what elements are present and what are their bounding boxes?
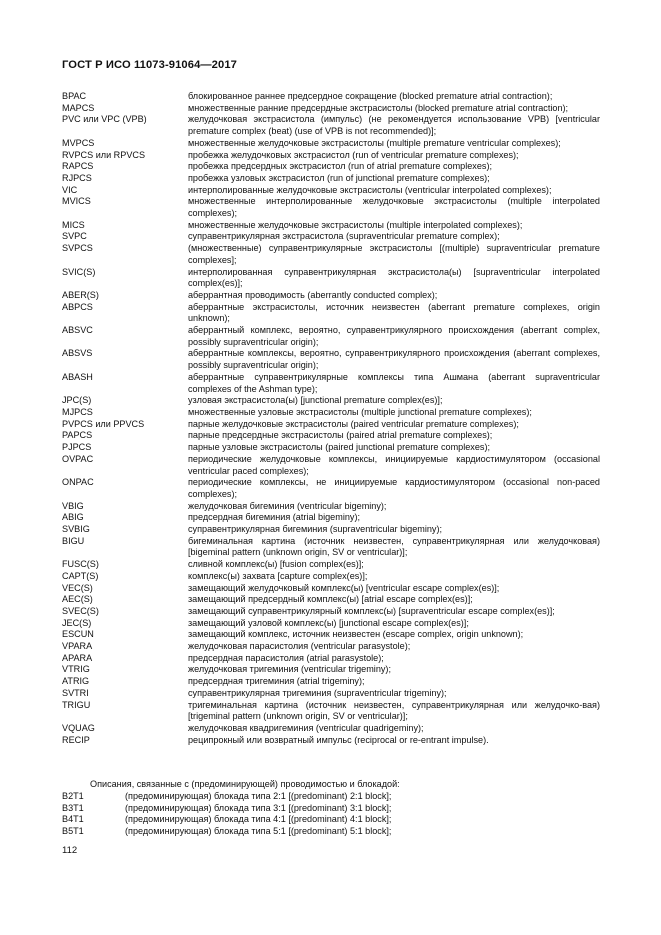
list-item <box>62 571 600 583</box>
list-item <box>62 302 600 325</box>
abbreviation-term: RVPCS или RPVCS <box>62 149 146 160</box>
list-item <box>62 196 600 219</box>
list-item <box>62 91 600 103</box>
abbreviation-definition: множественные интерполированные желудочковые экстрасистолы (multiple interpolated complexes); <box>188 196 600 219</box>
list-item <box>62 173 600 185</box>
abbreviation-definition: сливной комплекс(ы) [fusion complex(es)]; <box>188 559 364 570</box>
list-item <box>62 348 600 371</box>
list-item <box>62 618 600 630</box>
abbreviation-term: AEC(S) <box>62 594 93 605</box>
block-definition: (предоминирующая) блокада типа 5:1 [(predominant) 5:1 block]; <box>125 826 392 837</box>
abbreviation-term: SVPC <box>62 231 87 242</box>
abbreviation-definition: замещающий комплекс, источник неизвестен (escape complex, origin unknown); <box>188 629 524 640</box>
list-item <box>62 220 600 232</box>
list-item <box>62 524 600 536</box>
list-item <box>62 641 600 653</box>
abbreviation-term: TRIGU <box>62 699 91 710</box>
list-item <box>62 103 600 115</box>
abbreviation-term: PVPCS или PPVCS <box>62 418 145 429</box>
abbreviation-definition: суправентрикулярная экстрасистола (supraventricular premature complex); <box>188 231 500 242</box>
abbreviation-term: VEC(S) <box>62 582 93 593</box>
abbreviation-definition: суправентрикулярная бигеминия (supraventricular bigeminy); <box>188 524 443 535</box>
abbreviation-term: ABASH <box>62 371 93 382</box>
abbreviation-term: ABER(S) <box>62 289 99 300</box>
list-item <box>62 231 600 243</box>
list-item <box>62 512 600 524</box>
abbreviation-term: CAPT(S) <box>62 570 99 581</box>
list-item <box>62 606 600 618</box>
block-term: B3T1 <box>62 802 84 813</box>
section-heading: Описания, связанные с (предоминирующей) проводимостью и блокадой: <box>90 779 400 789</box>
abbreviation-definition: парные узловые экстрасистолы (paired junctional premature complexes); <box>188 442 490 453</box>
abbreviation-term: PJPCS <box>62 442 92 453</box>
list-item <box>62 814 600 826</box>
abbreviation-definition: аберрантная проводимость (aberrantly conducted complex); <box>188 289 438 300</box>
abbreviation-definition: пробежка желудочковых экстрасистол (run of ventricular premature complexes); <box>188 149 519 160</box>
abbreviation-term: RECIP <box>62 734 90 745</box>
abbreviation-term: VPARA <box>62 641 93 652</box>
abbreviation-term: SVIC(S) <box>62 266 96 277</box>
abbreviation-definition: аберрантный комплекс, вероятно, суправентрикулярного происхождения (aberrant complex, possibly supraventricular origin); <box>188 325 600 347</box>
abbreviation-definition: множественные узловые экстрасистолы (multiple junctional premature complexes); <box>188 406 532 417</box>
list-item <box>62 594 600 606</box>
abbreviation-definition: интерполированные желудочковые экстрасистолы (ventricular interpolated complexes); <box>188 184 552 195</box>
block-definition: (предоминирующая) блокада типа 4:1 [(predominant) 4:1 block]; <box>125 814 392 825</box>
list-item <box>62 185 600 197</box>
abbreviation-definition: желудочковая квадригеминия (ventricular quadrigeminy); <box>188 722 424 733</box>
abbreviation-term: ABIG <box>62 512 84 523</box>
list-item <box>62 629 600 641</box>
block-list <box>62 791 600 838</box>
abbreviation-definition: бигеминальная картина (источник неизвестен, суправентрикулярная или желудочковая) [bigeminal pattern (unknown origin, SV or ventricular)]; <box>188 535 600 558</box>
abbreviation-definition: множественные желудочковые экстрасистолы (multiple premature ventricular complexes); <box>188 137 561 148</box>
list-item <box>62 791 600 803</box>
list-item <box>62 559 600 571</box>
list-item <box>62 243 600 266</box>
abbreviation-term: SVEC(S) <box>62 605 99 616</box>
abbreviation-definition: суправентрикулярная тригеминия (supraventricular trigeminy); <box>188 687 447 698</box>
abbreviation-definition: замещающий узловой комплекс(ы) [junctional escape complex(es)]; <box>188 617 469 628</box>
abbreviation-term: SVBIG <box>62 524 90 535</box>
list-item <box>62 477 600 500</box>
abbreviation-definition: комплекс(ы) захвата [capture complex(es)]; <box>188 570 368 581</box>
abbreviation-definition: аберрантные экстрасистолы, источник неизвестен (aberrant premature complexes, origin unknown); <box>188 301 600 324</box>
list-item <box>62 114 600 137</box>
abbreviation-definition: реципрокный или возвратный импульс (reciprocal or re-entrant impulse). <box>188 734 489 745</box>
list-item <box>62 419 600 431</box>
block-definition: (предоминирующая) блокада типа 2:1 [(predominant) 2:1 block]; <box>125 791 392 801</box>
abbreviation-term: VTRIG <box>62 664 90 675</box>
abbreviation-definition: желудочковая экстрасистола (импульс) (не рекомендуется использование VPB) [ventricular premature complex (beat) (use of VPB is not recommended)]; <box>188 114 600 137</box>
abbreviation-term: ABPCS <box>62 301 93 312</box>
abbreviation-term: MJPCS <box>62 406 93 417</box>
abbreviation-definition: аберрантные суправентрикулярные комплексы типа Ашмана (aberrant supraventricular complexes of the Ashman type); <box>188 371 600 394</box>
abbreviation-term: SVPCS <box>62 243 93 254</box>
list-item <box>62 290 600 302</box>
abbreviation-definition: пробежка узловых экстрасистол (run of junctional premature complexes); <box>188 172 490 183</box>
abbreviation-definition: парные предсердные экстрасистолы (paired atrial premature complexes); <box>188 430 493 441</box>
list-item <box>62 826 600 838</box>
abbreviation-term: OVPAC <box>62 453 94 464</box>
abbreviation-term: BIGU <box>62 535 85 546</box>
abbreviation-definition: предсердная парасистолия (atrial parasystole); <box>188 652 384 663</box>
abbreviation-term: PVC или VPC (VPB) <box>62 114 147 125</box>
abbreviation-term: ESCUN <box>62 629 94 640</box>
abbreviation-definition: предсердная тригеминия (atrial trigeminy); <box>188 676 365 687</box>
abbreviation-definition: узловая экстрасистола(ы) [junctional premature complex(es)]; <box>188 395 443 406</box>
abbreviation-term: JEC(S) <box>62 617 92 628</box>
list-item <box>62 664 600 676</box>
list-item <box>62 803 600 815</box>
abbreviation-definition: множественные желудочковые экстрасистолы (multiple interpolated complexes); <box>188 219 523 230</box>
abbreviation-definition: замещающий желудочковый комплекс(ы) [ventricular escape complex(es)]; <box>188 582 500 593</box>
document-header: ГОСТ Р ИСО 11073-91064—2017 <box>62 59 237 71</box>
list-item <box>62 688 600 700</box>
block-term: B2T1 <box>62 791 84 801</box>
abbreviation-term: RJPCS <box>62 172 92 183</box>
list-item <box>62 442 600 454</box>
abbreviation-term: MVPCS <box>62 137 95 148</box>
list-item <box>62 325 600 348</box>
list-item <box>62 653 600 665</box>
abbreviation-term: BPAC <box>62 91 87 101</box>
abbreviation-definition: (множественные) суправентрикулярные экстрасистолы [(multiple) supraventricular premature complexes]; <box>188 243 600 265</box>
abbreviation-term: VQUAG <box>62 722 95 733</box>
abbreviation-definition: множественные ранние предсердные экстрасистолы (blocked premature atrial contraction); <box>188 102 569 113</box>
list-item <box>62 430 600 442</box>
abbreviation-list <box>62 91 600 746</box>
abbreviation-definition: желудочковая бигеминия (ventricular bigeminy); <box>188 500 387 511</box>
list-item <box>62 583 600 595</box>
list-item <box>62 735 600 747</box>
abbreviation-definition: аберрантные комплексы, вероятно, суправентрикулярного происхождения (aberrant complexes, possibly supraventricular origin); <box>188 348 600 371</box>
list-item <box>62 138 600 150</box>
abbreviation-term: SVTRI <box>62 687 89 698</box>
abbreviation-term: APARA <box>62 652 93 663</box>
abbreviation-term: ABSVS <box>62 348 93 359</box>
list-item <box>62 161 600 173</box>
block-term: B4T1 <box>62 814 84 825</box>
abbreviation-term: MAPCS <box>62 102 95 113</box>
abbreviation-definition: тригеминальная картина (источник неизвестен, суправентрикулярная или желудочко-вая) [trigeminal pattern (unknown origin, SV or ventricular)]; <box>188 699 600 722</box>
abbreviation-definition: замещающий предсердный комплекс(ы) [atrial escape complex(es)]; <box>188 594 473 605</box>
abbreviation-term: PAPCS <box>62 430 93 441</box>
abbreviation-term: VIC <box>62 184 78 195</box>
abbreviation-definition: желудочковая парасистолия (ventricular parasystole); <box>188 641 411 652</box>
abbreviation-term: ATRIG <box>62 676 90 687</box>
page-number: 112 <box>62 845 78 856</box>
abbreviation-term: MICS <box>62 219 85 230</box>
abbreviation-term: JPC(S) <box>62 395 92 406</box>
abbreviation-term: ABSVC <box>62 325 93 336</box>
list-item <box>62 395 600 407</box>
block-term: B5T1 <box>62 826 84 837</box>
abbreviation-term: MVICS <box>62 196 91 207</box>
block-definition: (предоминирующая) блокада типа 3:1 [(predominant) 3:1 block]; <box>125 802 392 813</box>
list-item <box>62 536 600 559</box>
list-item <box>62 372 600 395</box>
abbreviation-term: FUSC(S) <box>62 559 99 570</box>
list-item <box>62 150 600 162</box>
abbreviation-term: VBIG <box>62 500 84 511</box>
list-item <box>62 407 600 419</box>
abbreviation-definition: парные желудочковые экстрасистолы (paired ventricular premature complexes); <box>188 418 519 429</box>
abbreviation-definition: интерполированная суправентрикулярная экстрасистола(ы) [supraventricular interpolated complex(es)]; <box>188 266 600 289</box>
abbreviation-term: RAPCS <box>62 161 94 172</box>
list-item <box>62 700 600 723</box>
abbreviation-definition: желудочковая тригеминия (ventricular trigeminy); <box>188 664 391 675</box>
abbreviation-definition: периодические желудочковые комплексы, инициируемые кардиостимулятором (occasional ventricular paced complexes); <box>188 453 600 476</box>
abbreviation-definition: пробежка предсердных экстрасистол (run of atrial premature complexes); <box>188 161 492 172</box>
list-item <box>62 723 600 735</box>
abbreviation-definition: предсердная бигеминия (atrial bigeminy); <box>188 512 360 523</box>
abbreviation-definition: периодические комплексы, не инициируемые кардиостимулятором (occasional non-paced complexes); <box>188 477 600 499</box>
abbreviation-definition: замещающий суправентрикулярный комплекс(ы) [supraventricular escape complex(es)]; <box>188 605 555 616</box>
abbreviation-term: ONPAC <box>62 477 94 488</box>
list-item <box>62 267 600 290</box>
list-item <box>62 454 600 477</box>
list-item <box>62 501 600 513</box>
abbreviation-definition: блокированное раннее предсердное сокращение (blocked premature atrial contraction); <box>188 91 553 101</box>
list-item <box>62 676 600 688</box>
